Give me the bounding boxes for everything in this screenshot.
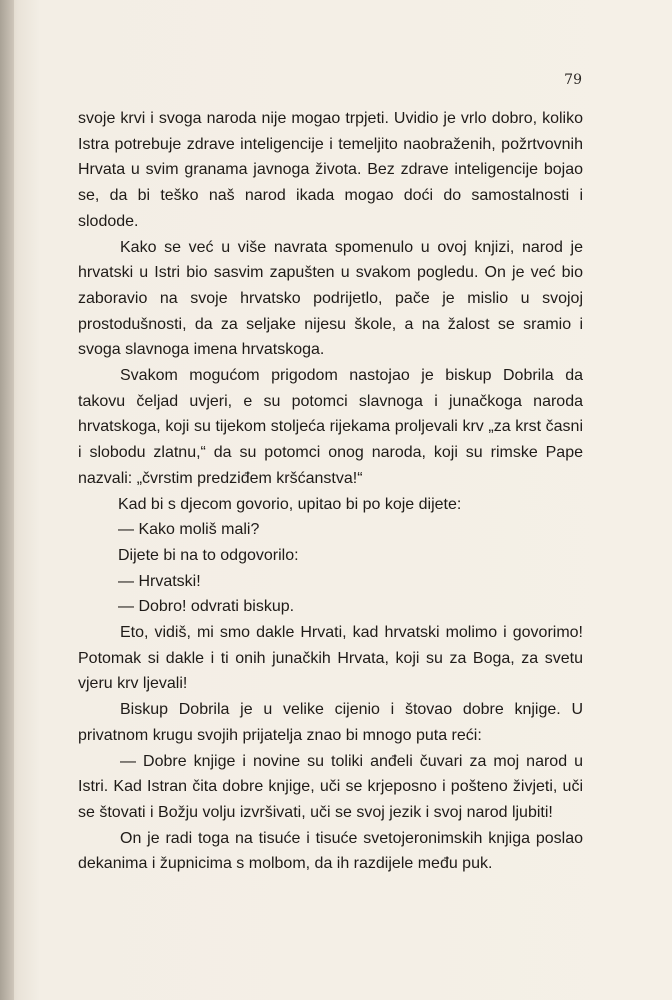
paragraph: — Dobre knjige i novine su toliki anđeli čuvari za moj narod u Istri. Kad Istran čita dobre knjige, uči se krjeposno i pošteno živjeti, uči se štovati i Božju volju izvršivati, uči se svoj jezik i svoj narod ljubiti!	[78, 752, 583, 821]
dialog-line: — Kako moliš mali?	[118, 521, 260, 539]
paragraph: svoje krvi i svoga naroda nije mogao trpjeti. Uvidio je vrlo dobro, koliko Istra potrebuje zdrave inteligencije i temeljito naobraženih, požrtvovnih Hrvata u svim granama javnoga života. Bez zdrave inteligencije bojao se, da bi teško naš narod ikada mogao doći do samostalnosti i slodode.	[78, 110, 583, 230]
page-number: 79	[564, 72, 582, 88]
text-body	[78, 106, 583, 877]
dialog-line: Dijete bi na to odgovorilo:	[118, 546, 299, 564]
paragraph: Kako se već u više navrata spomenulo u ovoj knjizi, narod je hrvatski u Istri bio sasvim zapušten u svakom pogledu. On je već bio zaboravio na svoje hrvatsko podrijetlo, pače je mislio u svojoj prostodušnosti, da za seljake nijesu škole, a na žalost se sramio i svoga slavnoga imena hrvatskoga.	[78, 238, 583, 359]
dialog-line: — Hrvatski!	[118, 572, 201, 590]
page-gutter	[0, 0, 14, 1000]
paragraph: On je radi toga na tisuće i tisuće svetojeronimskih knjiga poslao dekanima i župnicima s molbom, da ih razdijele među puk.	[78, 829, 583, 873]
dialog-line: Kad bi s djecom govorio, upitao bi po koje dijete:	[118, 495, 462, 513]
paragraph: Eto, vidiš, mi smo dakle Hrvati, kad hrvatski molimo i govorimo! Potomak si dakle i ti onih junačkih Hrvata, koji su za Boga, za svetu vjeru krv ljevali!	[78, 624, 583, 693]
dialog-line: — Dobro! odvrati biskup.	[118, 598, 295, 616]
paragraph: Svakom mogućom prigodom nastojao je biskup Dobrila da takovu čeljad uvjeri, e su potomci slavnoga i junačkoga naroda hrvatskoga, koji su tijekom stoljeća rijekama proljevali krv „za krst časni i slobodu zlatnu,“ da su potomci onog naroda, koji su rimske Pape nazvali: „čvrstim predziđem kršćanstva!“	[78, 367, 583, 487]
paragraph: Biskup Dobrila je u velike cijenio i štovao dobre knjige. U privatnom krugu svojih prijatelja znao bi mnogo puta reći:	[78, 701, 583, 744]
